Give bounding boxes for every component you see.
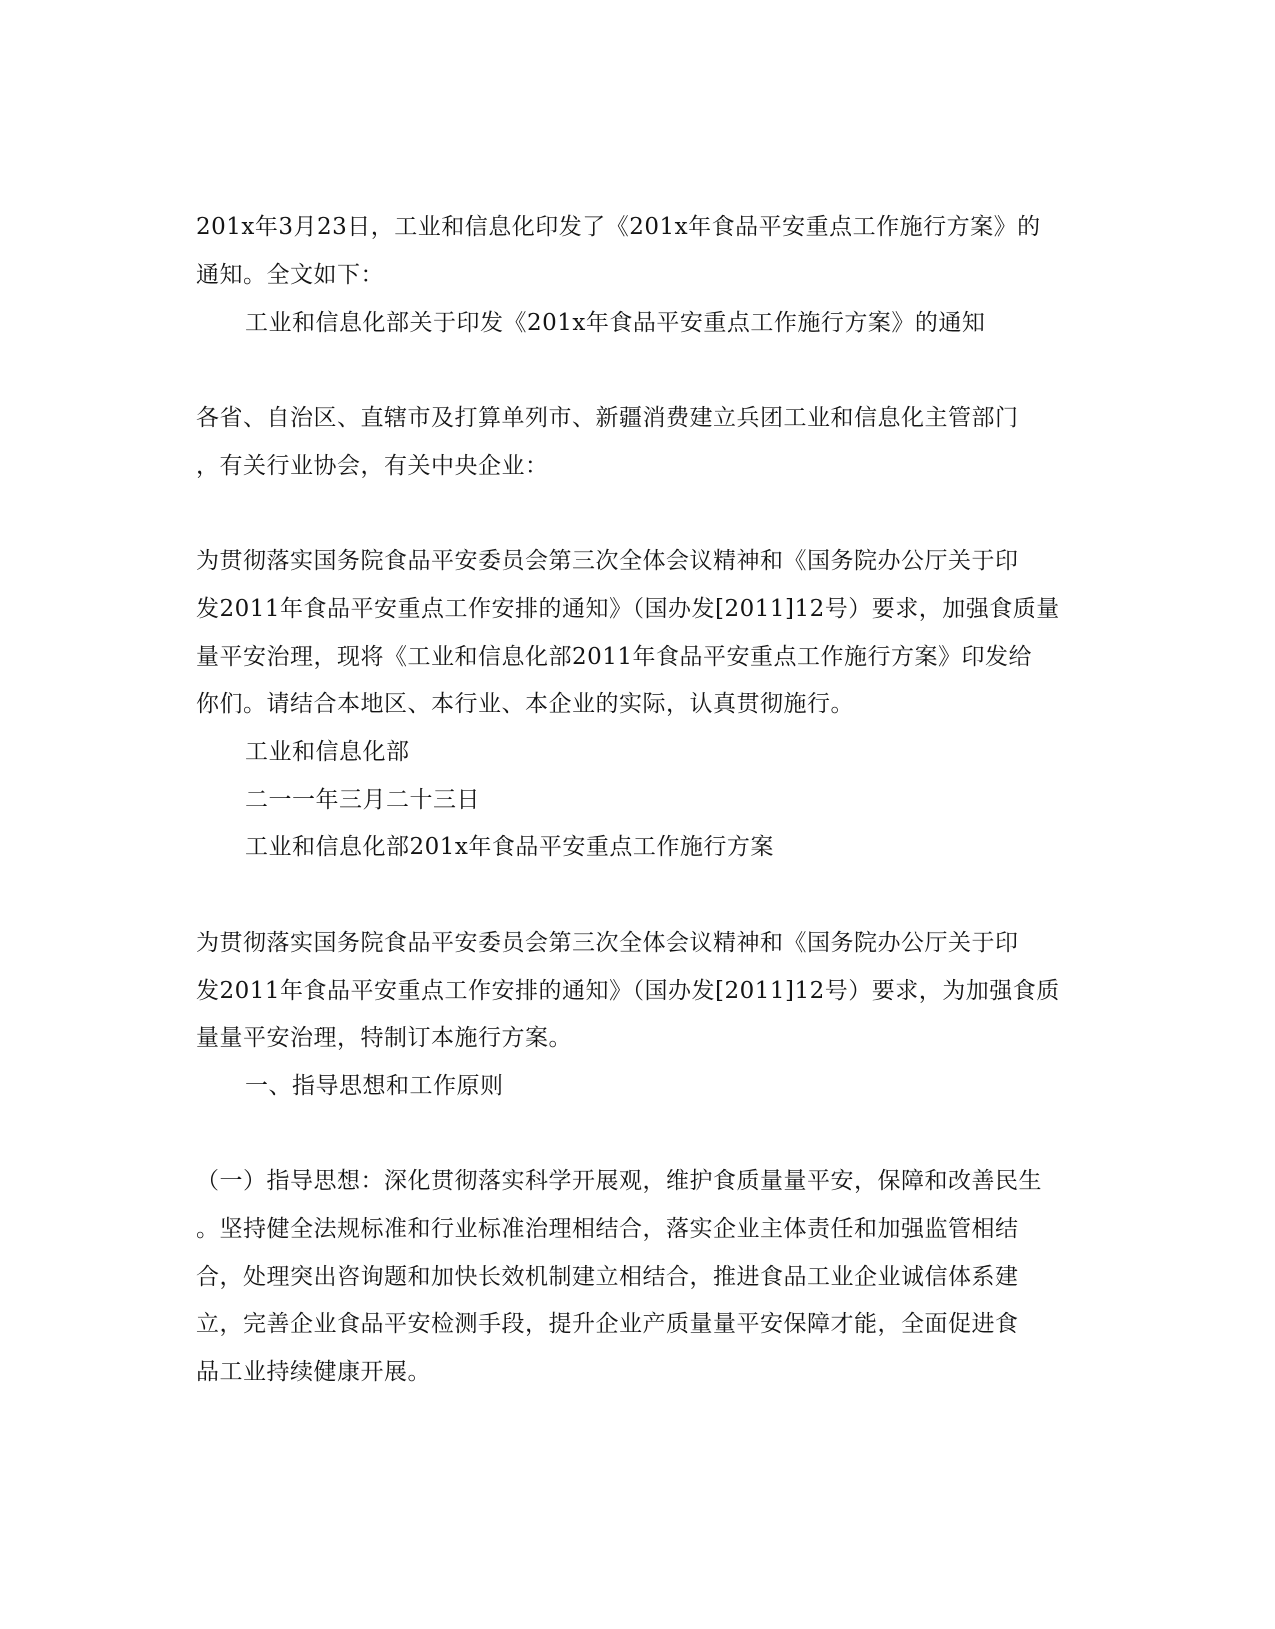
body-paragraph-2-line-3: 量量平安治理，特制订本施行方案。	[196, 1025, 572, 1051]
intro-line-2: 通知。全文如下：	[196, 262, 384, 288]
body-paragraph-3-line-5: 品工业持续健康开展。	[196, 1359, 431, 1385]
body-paragraph-3-line-2: 。坚持健全法规标准和行业标准治理相结合，落实企业主体责任和加强监管相结	[196, 1216, 1019, 1242]
recipients-line-2: ，有关行业协会，有关中央企业：	[196, 453, 549, 479]
section-heading-1: 一、指导思想和工作原则	[245, 1073, 504, 1099]
body-paragraph-2-line-1: 为贯彻落实国务院食品平安委员会第三次全体会议精神和《国务院办公厅关于印	[196, 930, 1019, 956]
sign-date: 二一一年三月二十三日	[245, 787, 480, 813]
intro-line-1: 201x年3月23日，工业和信息化印发了《201x年食品平安重点工作施行方案》的	[196, 214, 1041, 240]
body-paragraph-1-line-1: 为贯彻落实国务院食品平安委员会第三次全体会议精神和《国务院办公厅关于印	[196, 548, 1019, 574]
body-paragraph-3-line-1: （一）指导思想：深化贯彻落实科学开展观，维护食质量量平安，保障和改善民生	[196, 1168, 1042, 1194]
body-paragraph-2-line-2: 发2011年食品平安重点工作安排的通知》（国办发[2011]12号）要求，为加强食质	[196, 978, 1060, 1004]
body-paragraph-1-line-4: 你们。请结合本地区、本行业、本企业的实际，认真贯彻施行。	[196, 691, 854, 717]
body-paragraph-1-line-3: 量平安治理，现将《工业和信息化部2011年食品平安重点工作施行方案》印发给	[196, 644, 1033, 670]
body-paragraph-3-line-4: 立，完善企业食品平安检测手段，提升企业产质量量平安保障才能，全面促进食	[196, 1311, 1019, 1337]
plan-title: 工业和信息化部201x年食品平安重点工作施行方案	[245, 834, 774, 860]
recipients-line-1: 各省、自治区、直辖市及打算单列市、新疆消费建立兵团工业和信息化主管部门	[196, 405, 1019, 431]
body-paragraph-1-line-2: 发2011年食品平安重点工作安排的通知》（国办发[2011]12号）要求，加强食质量	[196, 596, 1060, 622]
body-paragraph-3-line-3: 合，处理突出咨询题和加快长效机制建立相结合，推进食品工业企业诚信体系建	[196, 1264, 1019, 1290]
signatory: 工业和信息化部	[245, 739, 410, 765]
notice-title: 工业和信息化部关于印发《201x年食品平安重点工作施行方案》的通知	[245, 310, 986, 336]
